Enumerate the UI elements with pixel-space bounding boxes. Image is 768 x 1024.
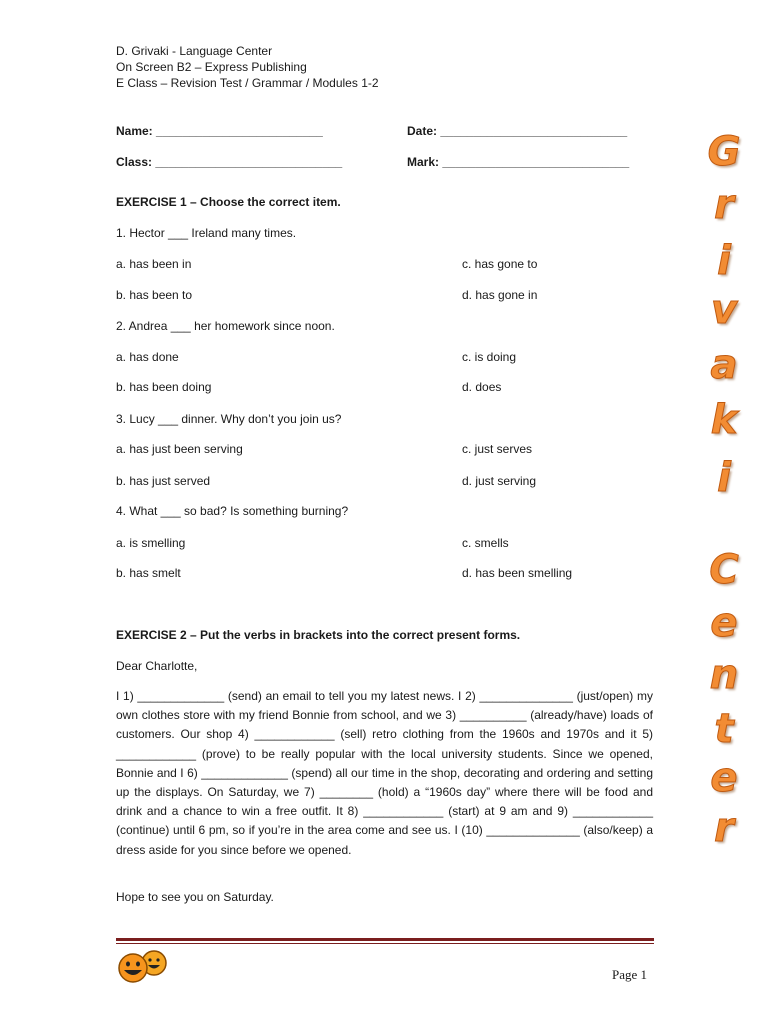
- header-line-2: On Screen B2 – Express Publishing: [116, 60, 307, 74]
- option-a: a. has just been serving: [116, 442, 243, 456]
- side-letter: e: [710, 755, 738, 801]
- letter-body: I 1) _____________ (send) an email to tell you my latest news. I 2) ______________ (just/open) my own clothes store with my friend Bonnie from school, and we 3) __________ (already/have) loads of customers. Our shop 4) ____________ (sell) retro clothing from the 1960s and 1970s and it 5) ____________ (prove) to be really popular with the local university students. Since we opened, Bonnie and I 6) _____________ (spend) all our time in the shop, decorating and ordering and setting up the displays. On Saturday, we 7) ________ (hold) a “1960s day” where there will be food and drink and a chance to win a free outfit. It 8) ____________ (start) at 9 am and 9) ____________ (continue) until 6 pm, so if you’re in the area come and see us. I (10) ______________ (also/keep) a dress aside for you since before we opened.: [116, 689, 653, 857]
- side-letter: k: [710, 397, 738, 443]
- class-field: Class: ____________________________: [116, 155, 343, 169]
- exercise1-title: EXERCISE 1 – Choose the correct item.: [116, 195, 341, 209]
- option-c: c. just serves: [462, 442, 533, 456]
- option-b: b. has been to: [116, 288, 193, 302]
- option-d: d. just serving: [462, 474, 537, 488]
- option-a: a. has done: [116, 350, 179, 364]
- date-field: Date: ____________________________: [407, 124, 628, 138]
- smiley-faces-icon: [116, 948, 172, 984]
- header-line-3: E Class – Revision Test / Grammar / Modules 1-2: [116, 76, 379, 90]
- mark-field: Mark: ____________________________: [407, 155, 630, 169]
- option-c: c. is doing: [462, 350, 517, 364]
- option-b: b. has been doing: [116, 380, 212, 394]
- option-b: b. has just served: [116, 474, 211, 488]
- side-letter: n: [709, 652, 739, 698]
- option-c: c. smells: [462, 536, 509, 550]
- option-a: a. has been in: [116, 257, 192, 271]
- question-text: 4. What ___ so bad? Is something burning?: [116, 504, 349, 518]
- option-d: d. has been smelling: [462, 566, 573, 580]
- side-letter: i: [717, 455, 731, 501]
- side-letter: a: [710, 342, 738, 388]
- side-letter: e: [710, 600, 738, 646]
- side-letter: G: [707, 129, 741, 175]
- name-field: Name: _________________________: [116, 124, 323, 138]
- letter-greeting: Dear Charlotte,: [116, 659, 198, 673]
- side-letter: t: [714, 706, 734, 752]
- side-letter: r: [714, 805, 734, 851]
- option-a: a. is smelling: [116, 536, 186, 550]
- option-c: c. has gone to: [462, 257, 538, 271]
- side-letter: C: [709, 547, 739, 593]
- header-line-1: D. Grivaki - Language Center: [116, 44, 273, 58]
- option-d: d. does: [462, 380, 502, 394]
- side-letter: i: [717, 238, 731, 284]
- side-letter: r: [714, 182, 734, 228]
- question-text: 3. Lucy ___ dinner. Why don’t you join us?: [116, 412, 342, 426]
- question-text: 2. Andrea ___ her homework since noon.: [116, 319, 335, 333]
- footer-rule-thick: [116, 938, 654, 941]
- side-letter: v: [710, 287, 738, 333]
- exercise2-title: EXERCISE 2 – Put the verbs in brackets into the correct present forms.: [116, 628, 521, 642]
- page-number: Page 1: [612, 967, 648, 982]
- option-d: d. has gone in: [462, 288, 538, 302]
- letter-closing: Hope to see you on Saturday.: [116, 890, 274, 904]
- question-text: 1. Hector ___ Ireland many times.: [116, 226, 297, 240]
- option-b: b. has smelt: [116, 566, 181, 580]
- footer-rule-thin: [116, 943, 654, 944]
